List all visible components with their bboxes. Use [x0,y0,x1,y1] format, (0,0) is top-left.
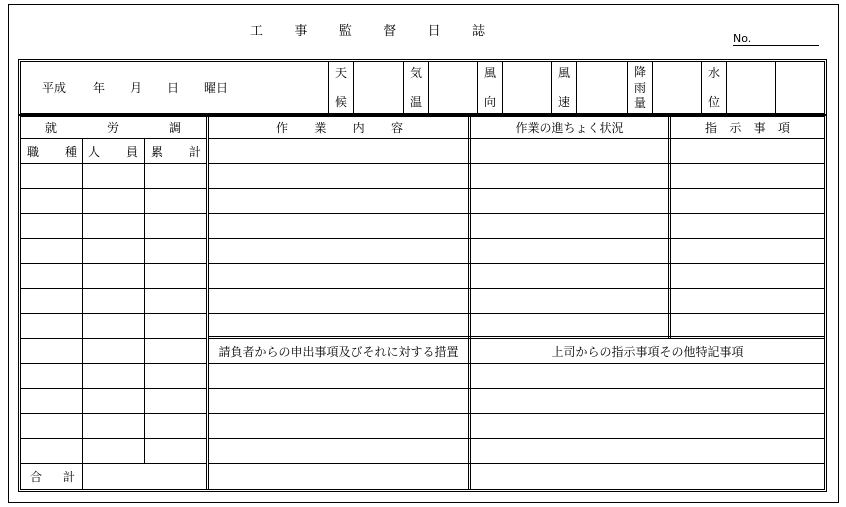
date-era: 平成 [42,81,67,95]
col-workers: 人 員 [88,145,138,159]
date-weekday: 曜日 [204,81,229,95]
main-block [18,114,827,492]
superior-instructions-header: 上司からの指示事項その他特記事項 [551,345,744,359]
wind-speed-label: 風 速 [557,66,570,109]
temperature-label: 気 温 [409,66,422,109]
rainfall-label: 降 雨 量 [633,65,646,110]
date-day: 日 [167,81,180,95]
work-content-header: 作 業 内 容 [276,121,403,135]
col-cumulative: 累 計 [151,145,201,159]
page-title: 工 事 監 督 日 誌 [250,24,485,39]
number-label: No. [733,32,752,45]
wind-direction-label: 風 向 [483,66,496,109]
date-month: 月 [130,81,143,95]
contractor-measures-header: 請負者からの申出事項及びそれに対する措置 [218,345,459,359]
col-occupation: 職 種 [27,145,77,159]
water-level-label: 水 位 [707,66,720,109]
labor-right-border [206,117,207,489]
weather-label: 天 候 [334,66,347,109]
date-year: 年 [93,81,106,95]
number-underline [733,45,819,46]
progress-header: 作業の進ちょく状況 [515,121,624,135]
labor-title: 就 労 調 [45,121,181,135]
instruction-header: 指 示 事 項 [705,121,790,135]
total-label: 合 計 [30,470,75,484]
